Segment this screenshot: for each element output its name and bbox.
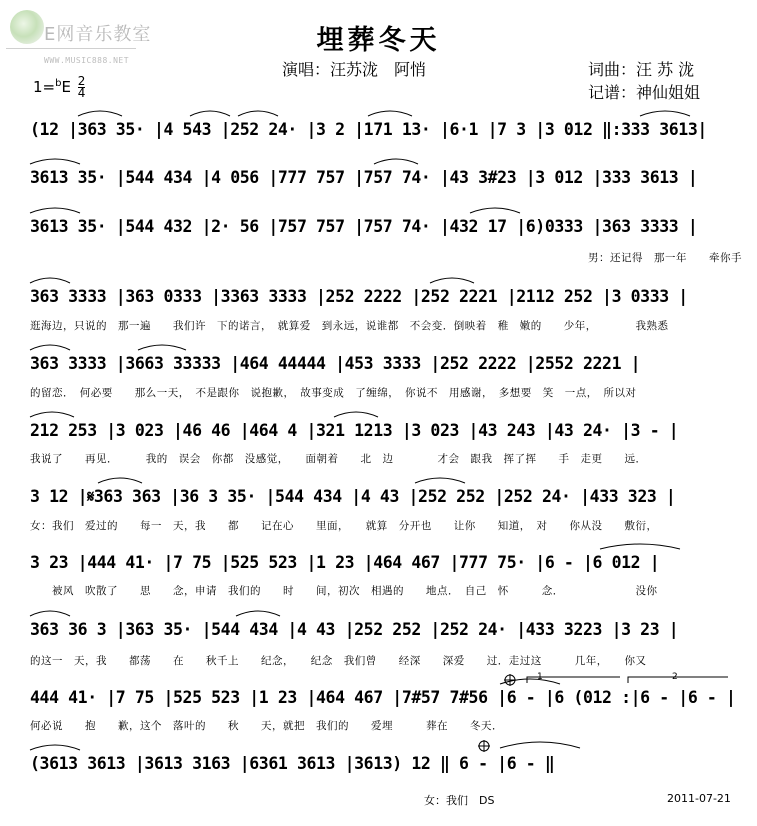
slur [470, 208, 520, 213]
slur [98, 478, 142, 483]
slur [374, 159, 418, 164]
tie [500, 679, 560, 684]
volta-first: 1 [537, 672, 543, 682]
singer-credit: 演唱：汪苏泷 阿悄 [282, 60, 427, 79]
song-title: 埋葬冬天 [316, 25, 441, 56]
volta-second: 2 [672, 672, 678, 682]
slur [430, 278, 474, 283]
transcriber-credit: 记谱：神仙姐姐 [588, 83, 701, 102]
tie [500, 742, 580, 748]
key-prefix: 1= [33, 78, 56, 96]
score-line-2: 3613 35· |544 434 |4 056 |777 757 |757 74· |43 3#23 |3 012 |333 3613 | [30, 168, 698, 187]
slur [30, 345, 70, 350]
lyric-line-7: 女：我们 爱过的 每一 天，我 都 记在心 里面， 就算 分开也 让你 知道， 对 你从没 敷衍， [30, 520, 658, 532]
ds-note: 女：我们 DS [424, 794, 495, 807]
lyric-line-4: 逛海边，只说的 那一遍 我们许 下的诺言， 就算爱 到永远，说谁都 不会变．倒映着 稚 嫩的 少年， 我熟悉 [30, 320, 669, 332]
key-signature [33, 76, 85, 99]
slur [138, 345, 186, 350]
score-line-3: 3613 35· |544 432 |2· 56 |757 757 |757 74· |432 17 |6)0333 |363 3333 | [30, 217, 698, 236]
volta-bracket-2 [628, 677, 728, 683]
time-signature [78, 76, 86, 99]
slur [334, 412, 378, 417]
score-line-4: 363 3333 |363 0333 |3363 3333 |252 2222 |252 2221 |2112 252 |3 0333 | [30, 287, 688, 306]
slur [640, 111, 690, 116]
lyric-line-10: 何必说 抱 歉，这个 落叶的 秋 天，就把 我们的 爱埋 葬在 冬天． [30, 720, 503, 732]
lyric-line-5: 的留恋． 何必要 那么一天， 不是跟你 说抱歉， 故事变成 了缠绵， 你说不 用感谢， 多想要 笑 一点， 所以对 [30, 387, 637, 399]
composer-credit: 词曲：汪 苏 泷 [588, 60, 695, 79]
slur [30, 159, 80, 164]
watermark-url: WWW.MUSIC888.NET [44, 56, 130, 65]
time-top: 2 [77, 74, 86, 88]
transcription-date: 2011-07-21 [667, 792, 731, 805]
key-note: E [61, 78, 71, 96]
slur [30, 208, 80, 213]
score-line-6: 212 253 |3 023 |46 46 |464 4 |321 1213 |3 023 |43 243 |43 24· |3 - | [30, 421, 679, 440]
time-bottom: 4 [77, 86, 86, 100]
lyric-line-8: 被风 吹散了 思 念，申请 我们的 时 间，初次 相遇的 地点． 自己 怀 念． 没你 [30, 585, 658, 597]
score-line-5: 363 3333 |3663 33333 |464 44444 |453 3333 |252 2222 |2552 2221 | [30, 354, 641, 373]
coda-sign-icon [479, 741, 489, 751]
slur [30, 611, 70, 616]
score-line-11: (3613 3613 |3613 3163 |6361 3613 |3613) 12 ‖ 6 - |6 - ‖ [30, 754, 555, 773]
lyric-line-6: 我说了 再见． 我的 误会 你都 没感觉， 面朝着 北 边 才会 跟我 挥了挥 手 走更 远． [30, 453, 647, 465]
tie [600, 544, 680, 549]
slur [415, 478, 465, 483]
score-line-8: 3 23 |444 41· |7 75 |525 523 |1 23 |464 467 |777 75· |6 - |6 012 | [30, 553, 660, 572]
score-line-7: 3 12 |𝄋363 363 |36 3 35· |544 434 |4 43 |252 252 |252 24· |433 323 | [30, 487, 676, 506]
lyric-line-3: 男：还记得 那一年 牵你手 [588, 252, 742, 264]
slur [368, 111, 412, 116]
slur [30, 278, 70, 283]
watermark-site-name: E网音乐教室 [44, 24, 152, 45]
score-line-10: 444 41· |7 75 |525 523 |1 23 |464 467 |7#57 7#56 |6 - |6 (012 :|6 - |6 - | [30, 688, 736, 707]
flat-sign: b [55, 78, 62, 89]
score-line-1: (12 |363 35· |4 543 |252 24· |3 2 |171 13· |6·1 |7 3 |3 012 ‖:333 3613| [30, 120, 707, 139]
lyric-line-9: 的这一 天，我 都荡 在 秋千上 纪念， 纪念 我们曾 经深 深爱 过．走过这 几年， 你又 [30, 655, 647, 667]
slur [238, 111, 278, 116]
slur [236, 611, 280, 616]
slur [78, 111, 122, 116]
slur [30, 745, 80, 750]
coda-sign-icon [505, 675, 515, 685]
slur [30, 412, 74, 417]
score-line-9: 363 36 3 |363 35· |544 434 |4 43 |252 252 |252 24· |433 3223 |3 23 | [30, 620, 679, 639]
slur [190, 111, 230, 116]
